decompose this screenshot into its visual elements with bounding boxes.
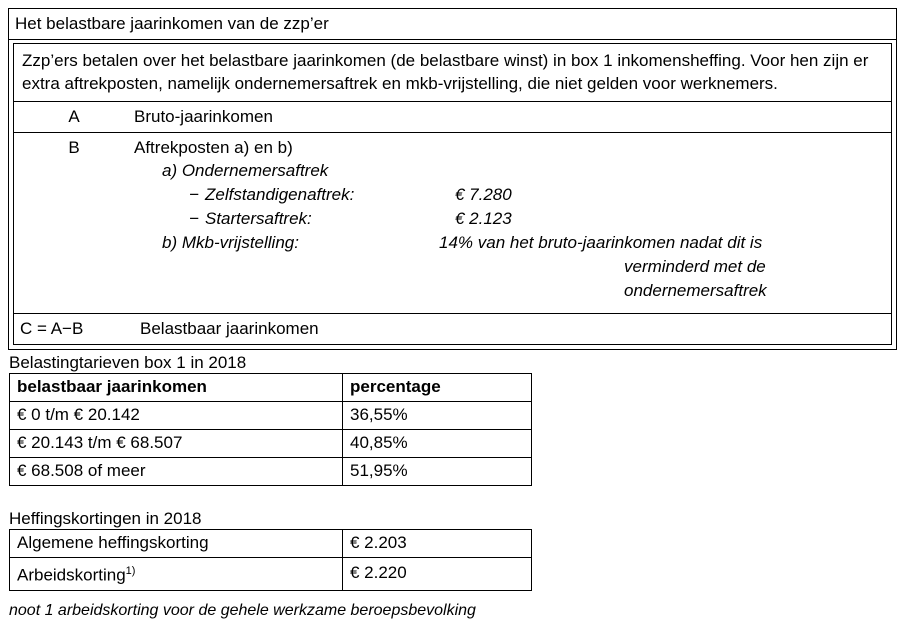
tariff-percentage-1: 36,55%	[343, 402, 532, 430]
sub-item-value: € 7.280	[455, 185, 512, 204]
sub-item-label: Zelfstandigenaftrek:	[205, 185, 355, 204]
sub-item-zelfstandigenaftrek	[134, 183, 891, 207]
box-title: Het belastbare jaarinkomen van de zzp’er	[9, 9, 896, 40]
credit-value-1: € 2.203	[343, 530, 532, 558]
table-row-b	[14, 133, 891, 314]
tariff-table	[9, 373, 532, 486]
sub-item-mkb-vrijstelling	[134, 231, 891, 255]
row-b-description: Aftrekposten a) en b)	[134, 138, 293, 157]
tariff-percentage-2: 40,85%	[343, 430, 532, 458]
row-c-description: Belastbaar jaarinkomen	[140, 319, 319, 338]
table-header-row	[10, 374, 532, 402]
tariff-income-2: € 20.143 t/m € 68.507	[10, 430, 343, 458]
row-b-subblock	[134, 159, 891, 309]
ondernemersaftrek-heading: a) Ondernemersaftrek	[162, 161, 329, 180]
income-breakdown-table	[13, 43, 892, 345]
mkb-value-continuation: verminderd met de ondernemersaftrek	[624, 257, 767, 300]
tariff-percentage-3: 51,95%	[343, 458, 532, 486]
credit-label-1: Algemene heffingskorting	[10, 530, 343, 558]
taxable-income-box	[8, 8, 897, 350]
row-b-letter: B	[68, 138, 80, 157]
tariff-header-income: belastbaar jaarinkomen	[10, 374, 343, 402]
credits-heading: Heffingskortingen in 2018	[9, 509, 202, 528]
table-row	[10, 458, 532, 486]
sub-item-label: Startersaftrek:	[205, 209, 312, 228]
row-c-letter: C = A−B	[20, 319, 84, 338]
mkb-value: 14% van het bruto-jaarinkomen nadat dit is	[439, 233, 763, 252]
dash-marker: −	[189, 209, 199, 228]
table-row-c	[14, 314, 891, 344]
credit-label-2-text: Arbeidskorting	[17, 565, 126, 585]
tariff-income-3: € 68.508 of meer	[10, 458, 343, 486]
row-b-content	[134, 133, 891, 313]
credit-value-2: € 2.220	[343, 558, 532, 591]
table-row-a	[14, 102, 891, 133]
table-row	[10, 402, 532, 430]
tariff-heading: Belastingtarieven box 1 in 2018	[9, 353, 247, 372]
footnote-text: noot 1 arbeidskorting voor de gehele werkzame beroepsbevolking	[9, 602, 476, 619]
intro-paragraph: Zzp’ers betalen over het belastbare jaarinkomen (de belastbare winst) in box 1 inkomensheffing. Voor hen zijn er extra aftrekposten, namelijk ondernemersaftrek en mkb-vrijstelling, die niet gelden voor werknemers.	[14, 44, 891, 102]
row-a-description: Bruto-jaarinkomen	[134, 107, 273, 126]
dash-marker: −	[189, 185, 199, 204]
credit-label-2	[10, 558, 343, 591]
tariff-income-1: € 0 t/m € 20.142	[10, 402, 343, 430]
sub-item-startersaftrek	[134, 207, 891, 231]
row-a-letter: A	[68, 107, 80, 126]
table-row	[10, 530, 532, 558]
footnote-marker: 1)	[125, 565, 136, 577]
credits-table	[9, 529, 532, 591]
table-row	[10, 430, 532, 458]
mkb-label: b) Mkb-vrijstelling:	[162, 233, 299, 252]
sub-item-value: € 2.123	[455, 209, 512, 228]
table-row	[10, 558, 532, 591]
tariff-header-percentage: percentage	[343, 374, 532, 402]
